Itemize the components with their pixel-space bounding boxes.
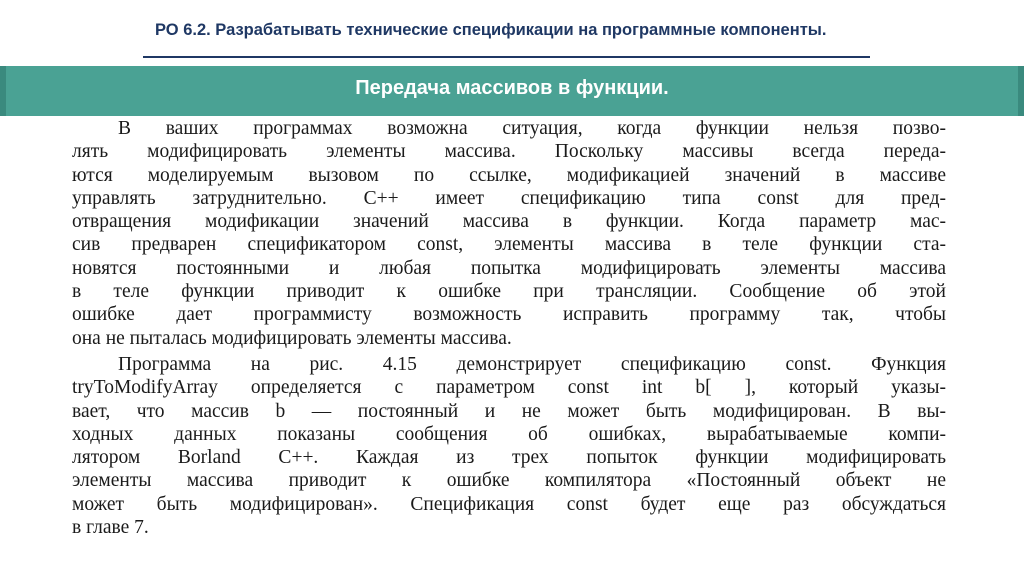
text-line: вает, что массив b — постоянный и не может быть модифицирован. В вы- — [72, 400, 946, 422]
text-line: В ваших программах возможна ситуация, когда функции нельзя позво- — [118, 118, 946, 139]
document-body — [72, 117, 946, 539]
text-line: Программа на рис. 4.15 демонстрирует спецификацию const. Функция — [118, 353, 946, 375]
header-divider — [143, 56, 870, 58]
text-line: лятором Borland C++. Каждая из трех попыток функции модифицировать — [72, 447, 946, 469]
text-line: элементы массива приводит к ошибке компилятора «Постоянный объект не — [72, 470, 946, 492]
slide-header-title: РО 6.2. Разрабатывать технические спецификации на программные компоненты. — [155, 21, 827, 39]
text-line: она не пыталась модифицировать элементы массива. — [72, 327, 512, 349]
text-line: tryToModifyArray определяется с параметром const int b[ ], который указы- — [72, 377, 946, 399]
banner-right-accent — [1018, 66, 1024, 116]
text-line: управлять затруднительно. C++ имеет спецификацию типа const для пред- — [72, 187, 946, 209]
text-line: ходных данных показаны сообщения об ошибках, вырабатываемые компи- — [72, 423, 946, 445]
banner-title: Передача массивов в функции. — [355, 77, 669, 99]
text-line: в главе 7. — [72, 517, 149, 539]
paragraph-1 — [72, 117, 946, 350]
text-line: новятся постоянными и любая попытка модифицировать элементы массива — [72, 257, 946, 279]
text-line: в теле функции приводит к ошибке при трансляции. Сообщение об этой — [72, 281, 946, 303]
text-line: сив предварен спецификатором const, элементы массива в теле функции ста- — [72, 234, 946, 256]
section-banner — [0, 66, 1024, 116]
paragraph-2 — [72, 353, 946, 539]
text-line: лять модифицировать элементы массива. Поскольку массивы всегда переда- — [72, 141, 946, 163]
text-line: ошибке дает программисту возможность исправить программу так, чтобы — [72, 304, 946, 326]
text-line: отвращения модификации значений массива в функции. Когда параметр мас- — [72, 211, 946, 233]
text-line: ются моделируемым вызовом по ссылке, модификацией значений в массиве — [72, 164, 946, 186]
text-line: может быть модифицирован». Спецификация const будет еще раз обсуждаться — [72, 493, 946, 515]
